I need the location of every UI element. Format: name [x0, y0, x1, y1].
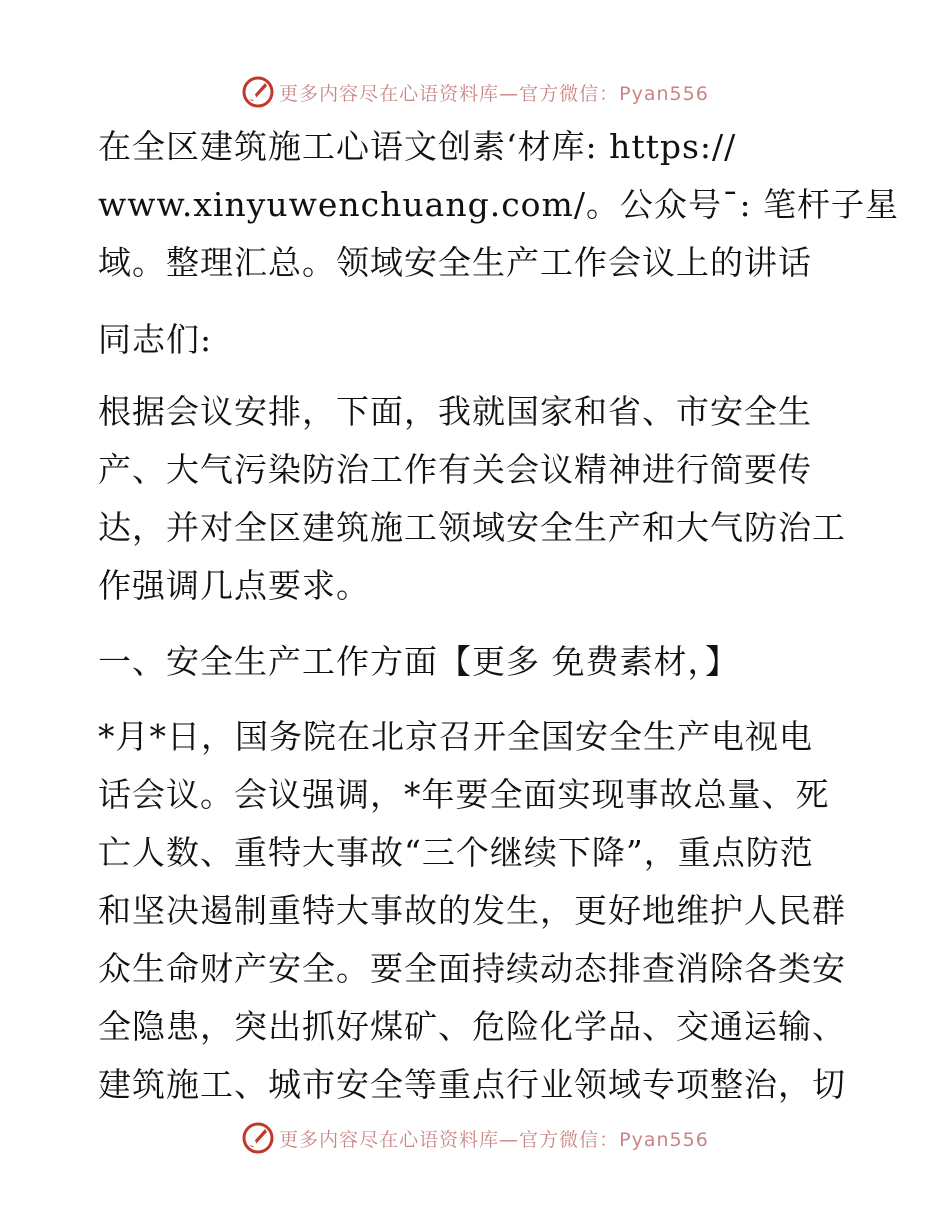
text-line-7: 达，并对全区建筑施工领域安全生产和大气防治工 — [98, 508, 846, 547]
text-line-1: 在全区建筑施工心语文创素‘材库: https:// — [98, 127, 737, 166]
header-banner-text: 更多内容尽在心语资料库—官方微信：Pyan556 — [279, 82, 709, 105]
text-line-13: 和坚决遏制重特大事故的发生，更好地维护人民群 — [98, 891, 846, 930]
text-line-14: 众生命财产安全。要全面持续动态排查消除各类安 — [98, 949, 846, 988]
text-line-8: 作强调几点要求。 — [98, 566, 370, 605]
text-line-12: 亡人数、重特大事故“三个继续下降”，重点防范 — [98, 833, 814, 872]
salutation: 同志们: — [98, 320, 213, 359]
text-line-3: 域。整理汇总。领域安全生产工作会议上的讲话 — [98, 243, 812, 282]
footer-banner — [0, 1118, 950, 1158]
text-line-2: www.xinyuwenchuang.com/。公众号¯: 笔杆子星 — [98, 185, 900, 224]
text-line-6: 产、大气污染防治工作有关会议精神进行简要传 — [98, 450, 812, 489]
header-banner — [0, 72, 950, 112]
section-heading: 一、安全生产工作方面【更多 免费素材，】 — [98, 642, 739, 681]
quill-logo-icon — [241, 75, 275, 109]
footer-banner-text: 更多内容尽在心语资料库—官方微信：Pyan556 — [279, 1128, 709, 1151]
text-line-11: 话会议。会议强调，*年要全面实现事故总量、死 — [98, 775, 830, 814]
text-line-5: 根据会议安排，下面，我就国家和省、市安全生 — [98, 392, 812, 431]
text-line-10: *月*日，国务院在北京召开全国安全生产电视电 — [98, 717, 813, 756]
text-line-16: 建筑施工、城市安全等重点行业领域专项整治，切 — [98, 1065, 846, 1104]
quill-logo-icon — [241, 1121, 275, 1155]
text-line-15: 全隐患，突出抓好煤矿、危险化学品、交通运输、 — [98, 1007, 846, 1046]
